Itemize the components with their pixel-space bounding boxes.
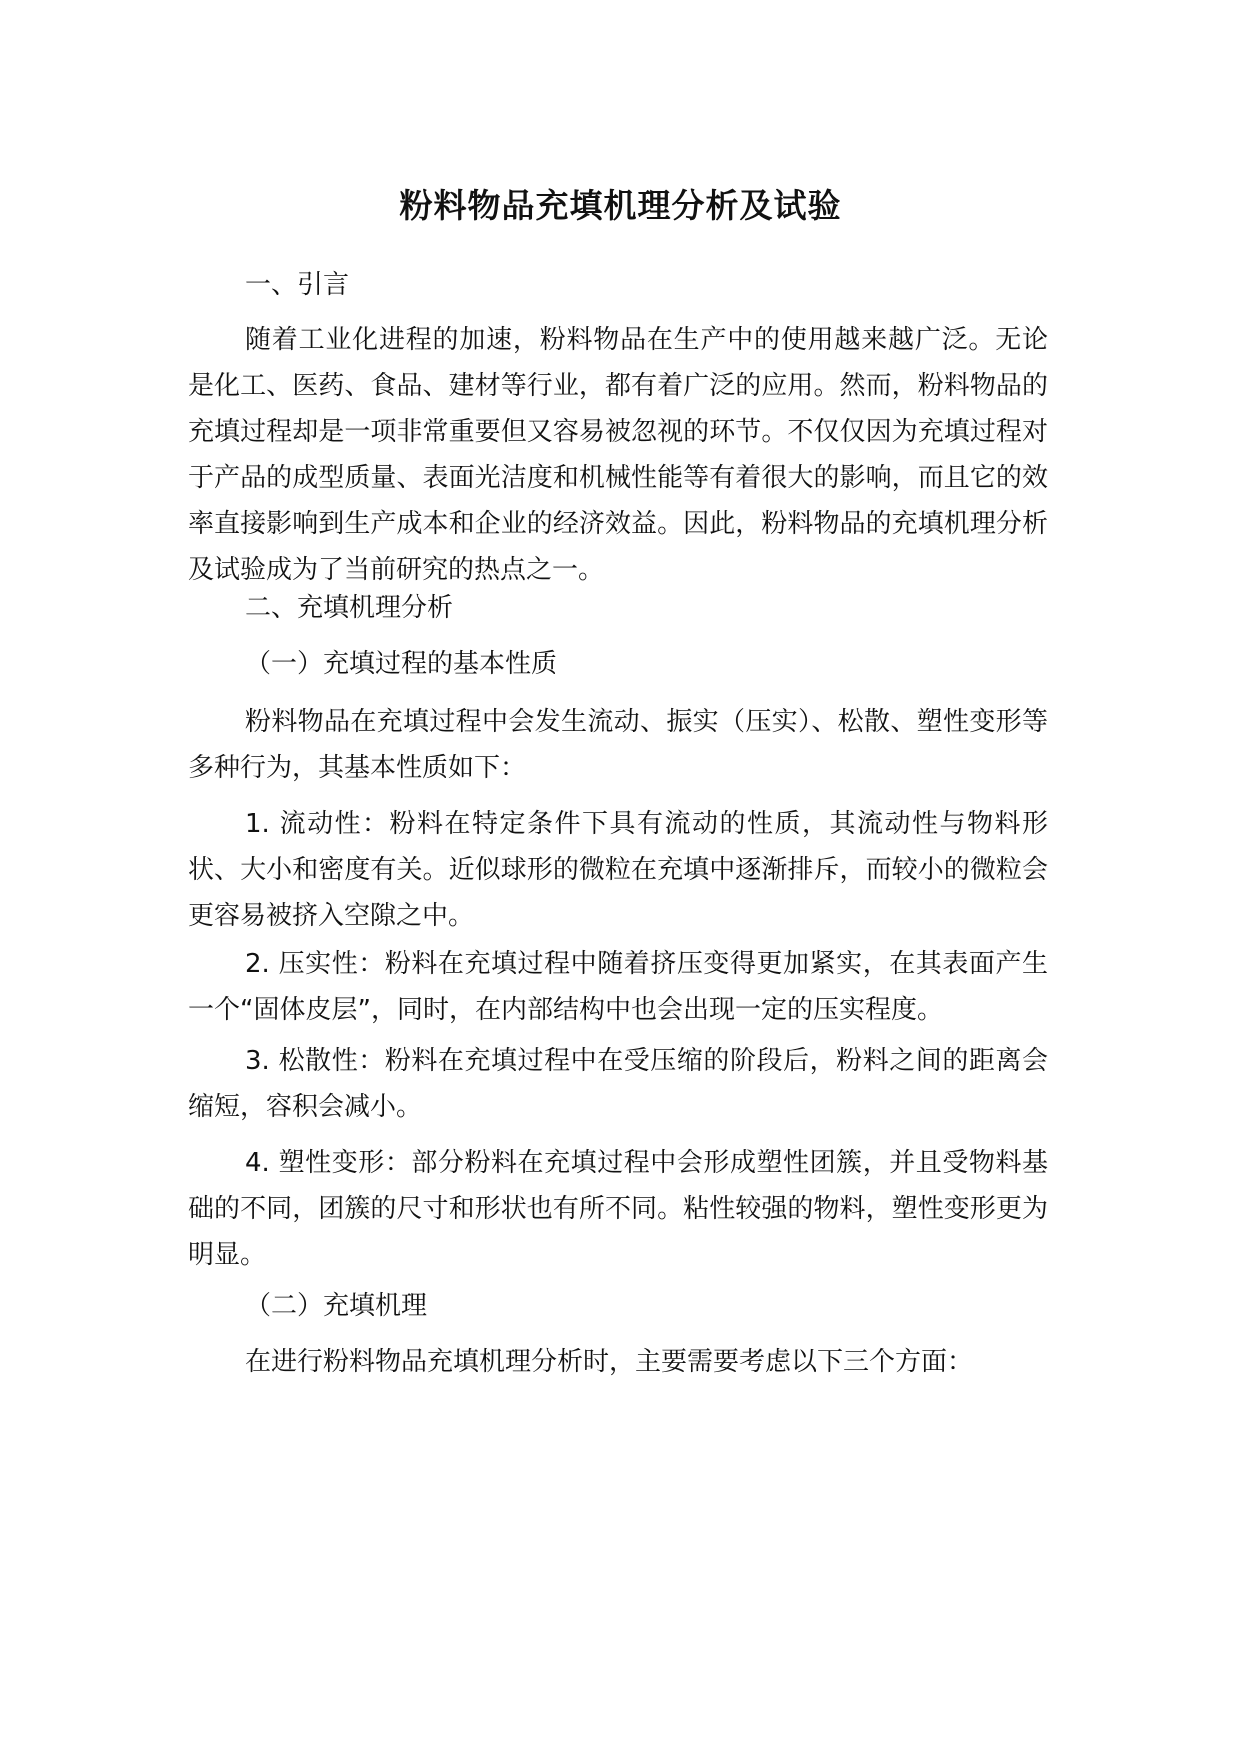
- list-item-flowability: 1. 流动性：粉料在特定条件下具有流动的性质，其流动性与物料形状、大小和密度有关。近似球形的微粒在充填中逐渐排斥，而较小的微粒会更容易被挤入空隙之中。: [188, 809, 1048, 931]
- list-item-looseness: 3. 松散性：粉料在充填过程中在受压缩的阶段后，粉料之间的距离会缩短，容积会减小。: [188, 1046, 1048, 1122]
- list-item-compactability: 2. 压实性：粉料在充填过程中随着挤压变得更加紧实，在其表面产生一个“固体皮层”，同时，在内部结构中也会出现一定的压实程度。: [188, 949, 1048, 1025]
- paragraph-introduction: 随着工业化进程的加速，粉料物品在生产中的使用越来越广泛。无论是化工、医药、食品、建材等行业，都有着广泛的应用。然而，粉料物品的充填过程却是一项非常重要但又容易被忽视的环节。不仅仅因为充填过程对于产品的成型质量、表面光洁度和机械性能等有着很大的影响，而且它的效率直接影响到生产成本和企业的经济效益。因此，粉料物品的充填机理分析及试验成为了当前研究的热点之一。: [188, 325, 1048, 585]
- section-heading-mechanism-analysis: 二、充填机理分析: [245, 593, 454, 623]
- list-item-plastic-deformation: 4. 塑性变形：部分粉料在充填过程中会形成塑性团簇，并且受物料基础的不同，团簇的尺寸和形状也有所不同。粘性较强的物料，塑性变形更为明显。: [188, 1148, 1048, 1270]
- section-heading-introduction: 一、引言: [245, 270, 350, 300]
- paragraph-filling-mechanism-intro: 在进行粉料物品充填机理分析时，主要需要考虑以下三个方面：: [245, 1347, 974, 1377]
- paragraph-basic-properties-intro: 粉料物品在充填过程中会发生流动、振实（压实）、松散、塑性变形等多种行为，其基本性质如下：: [188, 707, 1048, 783]
- document-title: 粉料物品充填机理分析及试验: [399, 186, 842, 225]
- subsection-heading-basic-properties: （一）充填过程的基本性质: [245, 649, 558, 679]
- subsection-heading-filling-mechanism: （二）充填机理: [245, 1291, 428, 1321]
